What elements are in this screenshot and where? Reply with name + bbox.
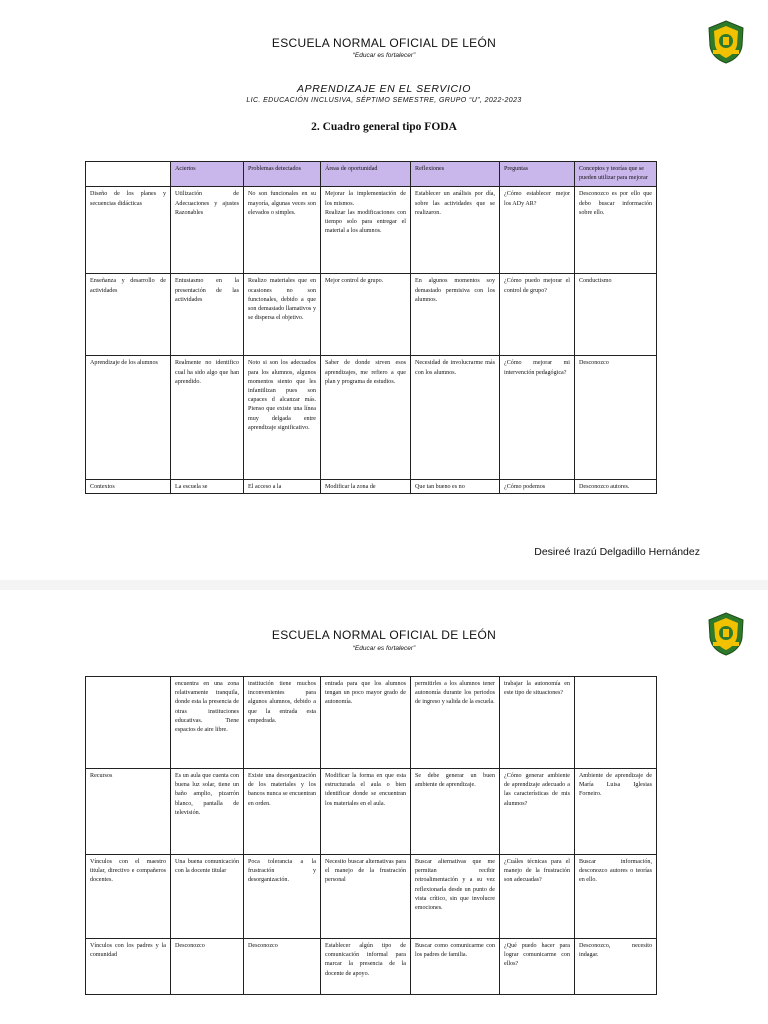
table-cell: Que tan bueno es no xyxy=(411,480,500,493)
table-cell: trabajar la autonomía en este tipo de situaciones? xyxy=(500,677,575,769)
col-header-preguntas: Preguntas xyxy=(500,162,575,187)
col-header-blank xyxy=(86,162,171,187)
table-cell: ¿Cómo generar ambiente de aprendizaje adecuado a las características de mis alumnos? xyxy=(500,769,575,855)
table-cell: Entusiasmo en la presentación de las actividades xyxy=(171,274,244,356)
table-cell: Buscar como comunicarme con los padres de familia. xyxy=(411,939,500,995)
table-cell: En algunos momentos soy demasiado permisiva con los alumnos. xyxy=(411,274,500,356)
school-motto: “Educar es fortalecer” xyxy=(352,52,416,59)
table-cell: encuentra en una zona relativamente tranquila, donde esta la presencia de otras instituciones educativas. Tiene espacios de aire libre. xyxy=(171,677,244,769)
table-cell: Mejorar la implementación de los mismos. Realizar las modificaciones con tiempo solo para entregar el material a los alumnos. xyxy=(321,187,411,274)
table-cell: Desconozco xyxy=(575,356,657,480)
table-cell xyxy=(575,677,657,769)
col-header-areas: Áreas de oportunidad xyxy=(321,162,411,187)
col-header-problemas: Problemas detectados xyxy=(244,162,321,187)
col-header-aciertos: Aciertos xyxy=(171,162,244,187)
page-separator xyxy=(0,580,768,590)
table-cell: ¿Qué puedo hacer para lograr comunicarme con ellos? xyxy=(500,939,575,995)
table-cell: Buscar información, desconozco autores o teorías en ello. xyxy=(575,855,657,939)
degree-info: LIC. EDUCACIÓN INCLUSIVA, SÉPTIMO SEMESTRE, GRUPO “U”, 2022-2023 xyxy=(246,97,522,104)
table-cell: permitirles a los alumnos tener autonomía durante los periodos de ingreso y salida de la escuela. xyxy=(411,677,500,769)
table-cell xyxy=(86,677,171,769)
table-cell: Vínculos con los padres y la comunidad xyxy=(86,939,171,995)
document-page-2 xyxy=(0,590,768,1024)
table-cell: Establecer algún tipo de comunicación informal para marcar la presencia de la docente de apoyo. xyxy=(321,939,411,995)
doc-title: 2. Cuadro general tipo FODA xyxy=(311,121,457,133)
table-cell: Desconozco xyxy=(171,939,244,995)
table-cell: Desconozco, necesito indagar. xyxy=(575,939,657,995)
table-cell: El acceso a la xyxy=(244,480,321,493)
table-row xyxy=(86,356,657,480)
school-motto: “Educar es fortalecer” xyxy=(352,645,416,652)
table-cell: Establecer un análisis por día, sobre las actividades que se realizaron. xyxy=(411,187,500,274)
table-cell: Contextos xyxy=(86,480,171,493)
table-cell: Modificar la zona de xyxy=(321,480,411,493)
table-row xyxy=(86,187,657,274)
col-header-reflexiones: Reflexiones xyxy=(411,162,500,187)
table-cell: Buscar alternativas que me permitan recibir retroalimentación y a su vez reflexionarla desde un punto de vista crítico, sin que involucre emociones. xyxy=(411,855,500,939)
table-cell: Enseñanza y desarrollo de actividades xyxy=(86,274,171,356)
table-cell: Noto si son los adecuados para los alumnos, algunos momentos siento que les infantilizan pues son capaces d alcanzar más. Pienso que existe una línea muy delgada entre aprendizaje significativo. xyxy=(244,356,321,480)
table-cell: Poca tolerancia a la frustración y desorganización. xyxy=(244,855,321,939)
table-cell: Una buena comunicación con la docente titular xyxy=(171,855,244,939)
table-cell: Realmente no identifico cual ha sido algo que han aprendido. xyxy=(171,356,244,480)
col-header-conceptos: Conceptos y teorías que se pueden utilizar para mejorar xyxy=(575,162,657,187)
table-row xyxy=(86,274,657,356)
table-cell: Necesidad de involucrarme más con los alumnos. xyxy=(411,356,500,480)
table-row xyxy=(86,769,657,855)
table-cell: Necesito buscar alternativas para el manejo de la frustración personal xyxy=(321,855,411,939)
table-cell: Es un aula que cuenta con buena luz solar, tiene un baño amplio, pizarrón blanco, pantalla de televisión. xyxy=(171,769,244,855)
table-cell: Se debe generar un buen ambiente de aprendizaje. xyxy=(411,769,500,855)
table-cell: ¿Cómo podemos xyxy=(500,480,575,493)
table-cell: Desconozco xyxy=(244,939,321,995)
school-name: ESCUELA NORMAL OFICIAL DE LEÓN xyxy=(271,36,497,50)
school-crest-icon xyxy=(707,612,745,656)
table-cell: La escuela se xyxy=(171,480,244,493)
table-cell: Conductismo xyxy=(575,274,657,356)
table-cell: Utilización de Adecuaciones y ajustes Razonables xyxy=(171,187,244,274)
school-name: ESCUELA NORMAL OFICIAL DE LEÓN xyxy=(271,628,497,642)
table-cell: entrada para que los alumnos tengan un poco mayor grado de autonomía. xyxy=(321,677,411,769)
table-cell: Mejor control de grupo. xyxy=(321,274,411,356)
table-cell: Modificar la forma en que esta estructurada el aula o bien identificar donde se encuentran los materiales en el aula. xyxy=(321,769,411,855)
table-cell: Realizo materiales que en ocasiones no son funcionales, debido a que son demasiado llamativos y se dispersa el objetivo. xyxy=(244,274,321,356)
table-cell: Vínculos con el maestro titular, directivo e compañeros docentes. xyxy=(86,855,171,939)
table-cell: Desconozco autores. xyxy=(575,480,657,493)
table-cell: Ambiente de aprendizaje de María Luisa Iglesias Forneiro. xyxy=(575,769,657,855)
table-row xyxy=(86,939,657,995)
table-row xyxy=(86,855,657,939)
table-cell: ¿Cómo mejorar mi intervención pedagógica? xyxy=(500,356,575,480)
table-cell: Desconozco es por ello que debo buscar información sobre ello. xyxy=(575,187,657,274)
table-cell: Recursos xyxy=(86,769,171,855)
table-cell: No son funcionales en su mayoría, algunas veces son elevados o simples. xyxy=(244,187,321,274)
table-cell: Diseño de los planes y secuencias didácticas xyxy=(86,187,171,274)
table-cell: ¿Cómo establecer mejor los ADy AR? xyxy=(500,187,575,274)
foda-table-page-1 xyxy=(85,161,657,494)
table-row xyxy=(86,677,657,769)
table-cell: ¿Cómo puedo mejorar el control de grupo? xyxy=(500,274,575,356)
foda-table-page-2 xyxy=(85,676,657,995)
author-name: Desireé Irazú Delgadillo Hernández xyxy=(534,546,700,558)
table-cell: Existe una desorganización de los materiales y los bancos nunca se encuentran en orden. xyxy=(244,769,321,855)
table-cell: Saber de donde sirven esos aprendizajes, me refiero a que plan y programa de estudios. xyxy=(321,356,411,480)
table-cell: institución tiene muchos inconvenientes para algunos alumnos, debido a que la entrada esta empedrada. xyxy=(244,677,321,769)
table-cell: Aprendizaje de los alumnos xyxy=(86,356,171,480)
table-row xyxy=(86,480,657,493)
school-crest-icon xyxy=(707,20,745,64)
table-cell: ¿Cuáles técnicas para el manejo de la frustración son adecuadas? xyxy=(500,855,575,939)
course-name: APRENDIZAJE EN EL SERVICIO xyxy=(297,83,471,95)
